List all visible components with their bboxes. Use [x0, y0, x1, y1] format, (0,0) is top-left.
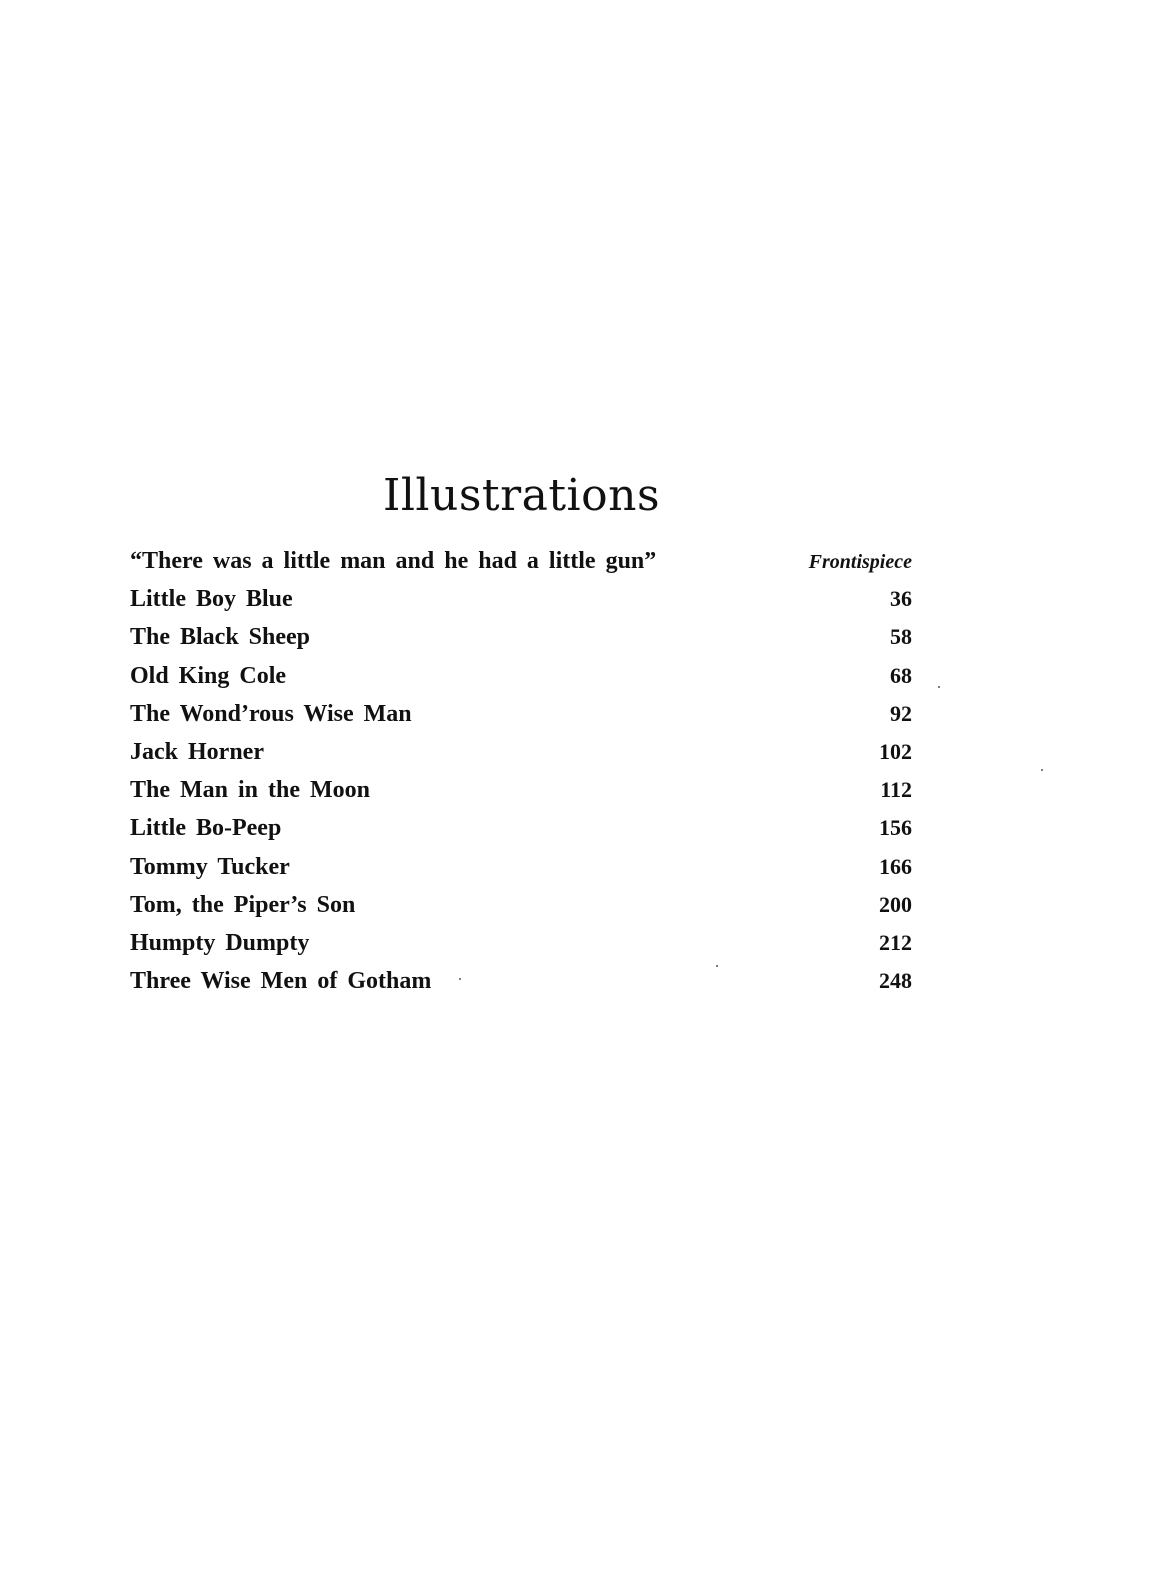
- page-title: Illustrations: [382, 470, 661, 521]
- illustration-title: Tommy Tucker: [130, 853, 290, 880]
- print-speck: [716, 965, 718, 967]
- list-item: [130, 701, 912, 739]
- illustration-title: The Man in the Moon: [130, 777, 371, 804]
- page-number: 212: [879, 929, 912, 955]
- illustration-title: Three Wise Men of Gotham: [130, 968, 432, 995]
- illustration-title: Humpty Dumpty: [130, 929, 310, 956]
- page-number: 156: [879, 815, 912, 841]
- list-item: [130, 586, 912, 624]
- list-item: [130, 815, 912, 853]
- illustration-title: Old King Cole: [130, 662, 287, 689]
- page-number: 58: [890, 624, 912, 650]
- list-item: [130, 739, 912, 777]
- print-speck: [1041, 769, 1043, 771]
- list-item: [130, 854, 912, 892]
- print-speck: [938, 686, 940, 688]
- illustration-title: “There was a little man and he had a little gun”: [130, 548, 657, 574]
- page-number: 166: [879, 853, 912, 879]
- page-reference: Frontispiece: [808, 551, 912, 573]
- page-number: 36: [890, 586, 912, 612]
- list-item: [130, 548, 912, 586]
- print-speck: [459, 978, 461, 980]
- illustration-title: Little Boy Blue: [130, 586, 293, 613]
- list-item: [130, 777, 912, 815]
- list-item: [130, 892, 912, 930]
- illustration-title: Jack Horner: [130, 738, 264, 765]
- page-number: 92: [890, 700, 912, 726]
- illustration-title: The Wond’rous Wise Man: [130, 700, 412, 727]
- page-number: 102: [879, 738, 912, 764]
- list-item: [130, 624, 912, 662]
- illustration-title: Little Bo-Peep: [130, 815, 282, 842]
- page-number: 248: [879, 968, 912, 994]
- list-item: [130, 663, 912, 701]
- list-item: [130, 930, 912, 968]
- list-item: [130, 968, 912, 1006]
- page-number: 112: [880, 777, 912, 803]
- illustration-title: The Black Sheep: [130, 624, 311, 651]
- page-number: 68: [890, 662, 912, 688]
- illustration-title: Tom, the Piper’s Son: [130, 891, 356, 918]
- page-number: 200: [879, 891, 912, 917]
- illustrations-list: [130, 548, 912, 1006]
